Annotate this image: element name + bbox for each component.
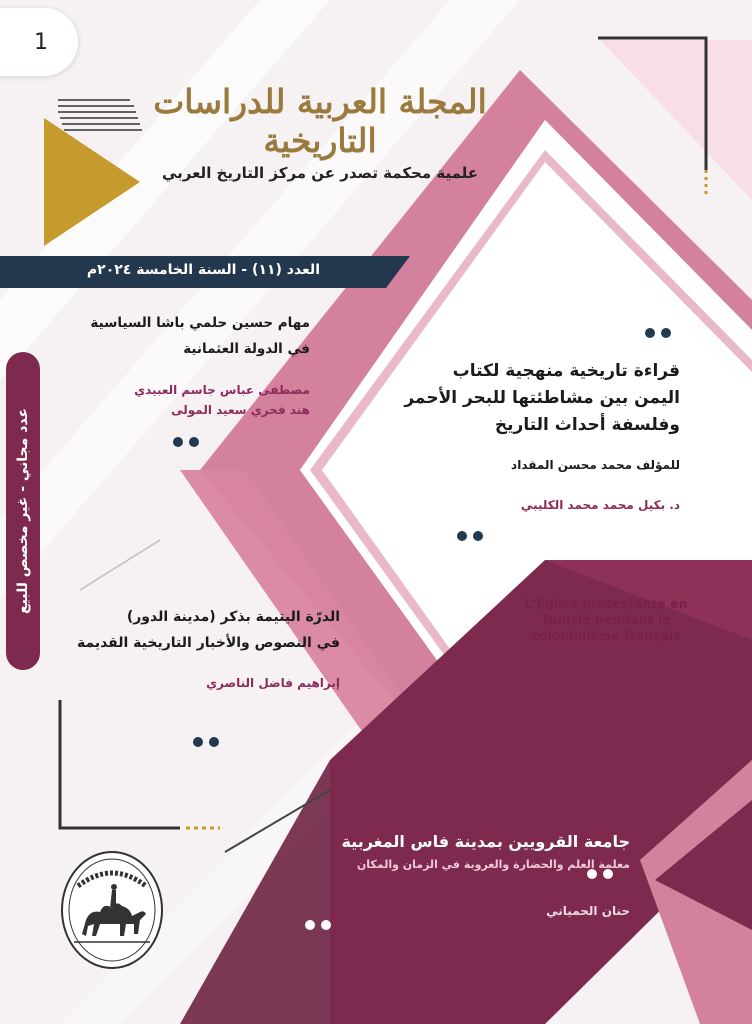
article-5-author: حنان الحمياني [546,904,630,918]
free-issue-label: عدد مجاني - غير مخصص للبيع [15,407,31,615]
journal-subtitle: علمية محكمة تصدر عن مركز التاريخ العربي [161,164,479,182]
article-3-title [520,596,692,644]
article-1-title-line: في الدولة العثمانية [183,341,310,357]
page-number: 1 [34,29,48,55]
article-4-author: إبراهيم فاضل الناصري [206,676,340,690]
article-1-authors [40,380,310,420]
article-3-title-line: Tunisie pendant le [541,612,671,627]
article-5-title: جامعة القرويين بمدينة فاس المغربية [341,832,630,851]
article-2-title-line: اليمن بين مشاطئتها للبحر الأحمر [404,388,680,408]
article-4-title-line: الدرّة اليتيمة بذكر (مدينة الدور) [126,609,340,625]
article-1-author: مصطفى عباس جاسم العبيدي [134,383,310,397]
article-2-title [350,358,680,439]
issue-label: العدد (١١) - السنة الخامسة ٢٠٢٤م [86,262,320,278]
article-3-title-line: colonialisme français [531,628,681,643]
article-2-author: د. بكيل محمد محمد الكليبي [520,498,680,512]
article-4-title [40,604,340,656]
article-3-title-line: L'Église protestante en [524,596,688,611]
article-5-subtitle: معلمة العلم والحضارة والعروبة في الزمان والمكان [356,858,630,871]
page-number-badge [0,8,78,76]
article-1-title [40,310,310,362]
article-2-book-author: للمؤلف محمد محسن المقداد [511,458,680,472]
article-1-author: هند فخري سعيد المولى [171,403,310,417]
journal-title: المجلة العربية للدراسات التاريخية [153,82,487,160]
article-4-title-line: في النصوص والأخبار التاريخية القديمة [76,635,340,651]
article-1-title-line: مهام حسين حلمي باشا السياسية [90,315,310,331]
article-2-title-line: قراءة تاريخية منهجية لكتاب [452,361,680,381]
seal-logo-icon [60,850,164,970]
article-2-title-line: وفلسفة أحداث التاريخ [494,415,680,435]
